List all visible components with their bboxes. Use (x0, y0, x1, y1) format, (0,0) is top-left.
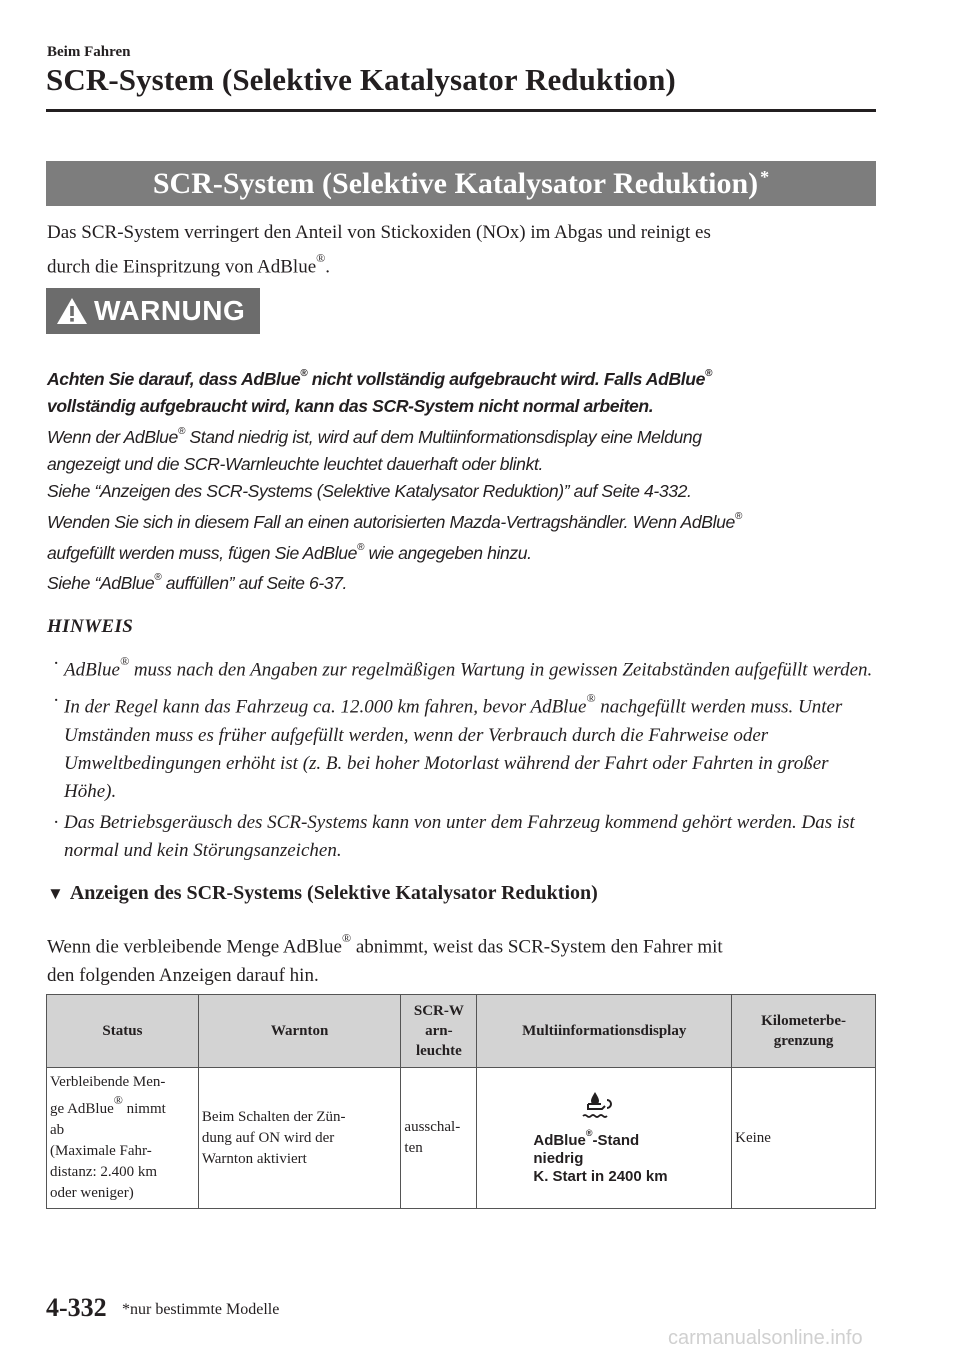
scr-indicator-table (46, 994, 876, 1209)
subsection-intro: Wenn die verbleibende Menge AdBlue® abnimmt, weist das SCR-System den Fahrer mit den folgenden Anzeigen darauf hin. (47, 931, 723, 987)
warning-paragraph-3: Wenden Sie sich in diesem Fall an einen autorisierten Mazda-Vertragshändler. Wenn AdBlue® aufgefüllt werden muss, fügen Sie AdBlue® wie angegeben hinzu. (47, 510, 742, 563)
intro-line-2: durch die Einspritzung von AdBlue®. (47, 251, 331, 278)
page-number: 4-332 (46, 1293, 107, 1322)
table-header-row (47, 995, 876, 1068)
warning-badge (46, 288, 260, 334)
warning-text (47, 362, 877, 597)
adblue-level-icon (579, 1091, 617, 1121)
header-warnton: Warnton (198, 995, 401, 1068)
hinweis-item: · In der Regel kann das Fahrzeug ca. 12.000 km fahren, bevor AdBlue® nachgefüllt werden muss. Unter Umständen muss es früher aufgefüllt werden, wenn der Verbrauch durch die Fahrweise oder Umweltbedingungen erhöht ist (z. B. bei hoher Motorlast während der Fahrt oder Fahrten in großer Höhe). (53, 690, 843, 802)
warning-label: WARNUNG (94, 295, 246, 326)
header-multiinformationsdisplay: Multiinformationsdisplay (477, 995, 732, 1068)
warning-triangle-icon (56, 297, 88, 325)
watermark: carmanualsonline.info (668, 1327, 863, 1349)
header-scr-warnleuchte: SCR-W arn- leuchte (401, 995, 477, 1068)
footnote: *nur bestimmte Modelle (122, 1301, 280, 1318)
header-status: Status (47, 995, 199, 1068)
header-kilometerbegrenzung: Kilometerbe- grenzung (732, 995, 876, 1068)
warning-reference-2: Siehe “AdBlue® auffüllen” auf Seite 6-37. (47, 572, 348, 594)
cell-kilometerbegrenzung: Keine (732, 1068, 876, 1209)
header-divider (46, 109, 876, 112)
hinweis-item: · Das Betriebsgeräusch des SCR-Systems kann von unter dem Fahrzeug kommend gehört werden. Das ist normal und kein Störungsanzeichen. (53, 811, 855, 861)
cell-status: Verbleibende Men- ge AdBlue® nimmt ab (Maximale Fahr- distanz: 2.400 km oder weniger) (47, 1068, 199, 1209)
warning-paragraph-2: Wenn der AdBlue® Stand niedrig ist, wird auf dem Multiinformationsdisplay eine Meldung angezeigt und die SCR-Warnleuchte leuchtet dauerhaft oder blinkt. (47, 425, 702, 474)
display-message: AdBlue®-Stand niedrig K. Start in 2400 km (533, 1127, 668, 1185)
cell-scr-warnleuchte: ausschal- ten (401, 1068, 477, 1209)
warning-paragraph-1: Achten Sie darauf, dass AdBlue® nicht vollständig aufgebraucht wird. Falls AdBlue® vollständig aufgebraucht wird, kann das SCR-System nicht normal arbeiten. (47, 368, 712, 416)
subsection-heading: ▼ Anzeigen des SCR-Systems (Selektive Katalysator Reduktion) (47, 882, 598, 904)
cell-warnton: Beim Schalten der Zün- dung auf ON wird der Warnton aktiviert (198, 1068, 401, 1209)
table-row (47, 1068, 876, 1209)
section-banner (46, 161, 876, 206)
cell-multiinformationsdisplay (477, 1068, 732, 1209)
warning-reference-1: Siehe “Anzeigen des SCR-Systems (Selektive Katalysator Reduktion)” auf Seite 4-332. (47, 480, 692, 501)
page-title: SCR-System (Selektive Katalysator Reduktion) (46, 62, 676, 97)
section-title: SCR-System (Selektive Katalysator Reduktion) (152, 166, 759, 200)
hinweis-item: · AdBlue® muss nach den Angaben zur regelmäßigen Wartung in gewissen Zeitabständen aufgefüllt werden. (53, 653, 873, 681)
breadcrumb: Beim Fahren (47, 44, 131, 60)
section-intro (47, 218, 877, 281)
optional-equipment-mark: * (760, 167, 770, 187)
intro-line-1: Das SCR-System verringert den Anteil von Stickoxiden (NOx) im Abgas und reinigt es (47, 222, 711, 243)
triangle-marker-icon: ▼ (47, 884, 64, 903)
hinweis-list (47, 650, 877, 868)
hinweis-title: HINWEIS (47, 616, 134, 637)
